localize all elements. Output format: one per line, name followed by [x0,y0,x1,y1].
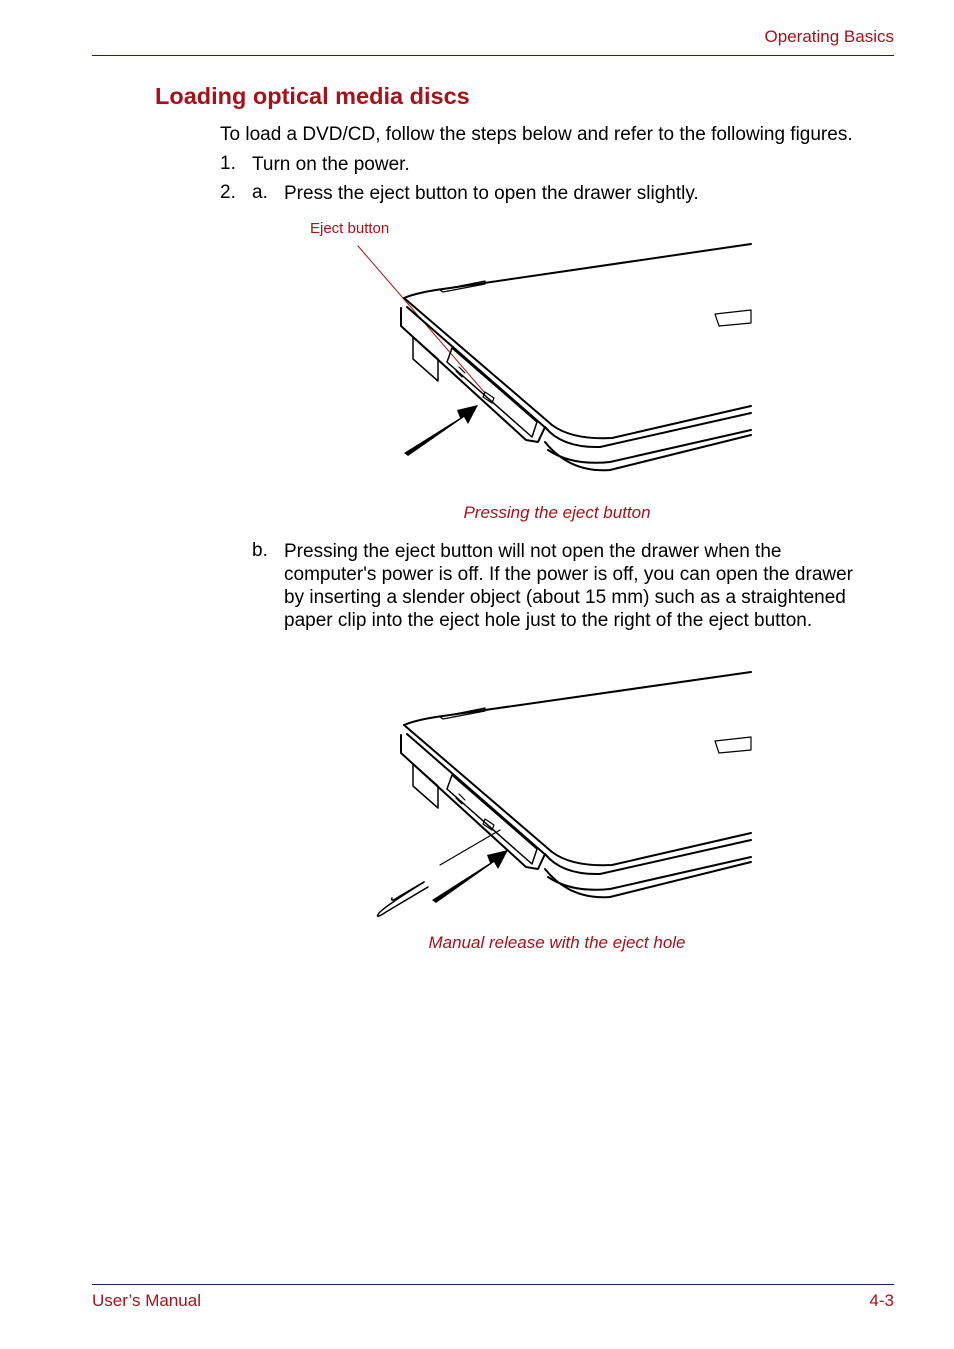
figure-1-caption: Pressing the eject button [463,503,651,522]
step-2b-line: paper clip into the eject hole just to the right of the eject button. [284,610,813,631]
laptop-manual-release-figure [300,660,760,930]
header-rule [92,55,894,56]
step-2b-label: b. [252,540,268,561]
step-2a-text: Press the eject button to open the drawer slightly. [284,183,699,204]
section-title: Loading optical media discs [155,83,470,109]
page-header-label: Operating Basics [764,27,894,46]
step-2b-line: computer's power is off. If the power is off, you can open the drawer [284,564,854,585]
step-2b-line: Pressing the eject button will not open the drawer when the [284,541,782,562]
step-2-number: 2. [220,182,236,203]
footer-page-number: 4-3 [869,1291,894,1310]
step-2b-line: by inserting a slender object (about 15 mm) such as a straightened [284,587,846,608]
step-1-text: Turn on the power. [252,154,410,175]
intro-text: To load a DVD/CD, follow the steps below and refer to the following figures. [220,124,853,145]
footer-rule [92,1284,894,1285]
figure-2-caption: Manual release with the eject hole [428,933,686,952]
footer-manual-title: User’s Manual [92,1291,201,1310]
laptop-eject-figure [300,230,760,490]
step-2b-text [284,540,904,632]
eject-button-callout: Eject button [310,220,390,237]
step-2a-label: a. [252,182,268,203]
step-1-number: 1. [220,153,236,174]
